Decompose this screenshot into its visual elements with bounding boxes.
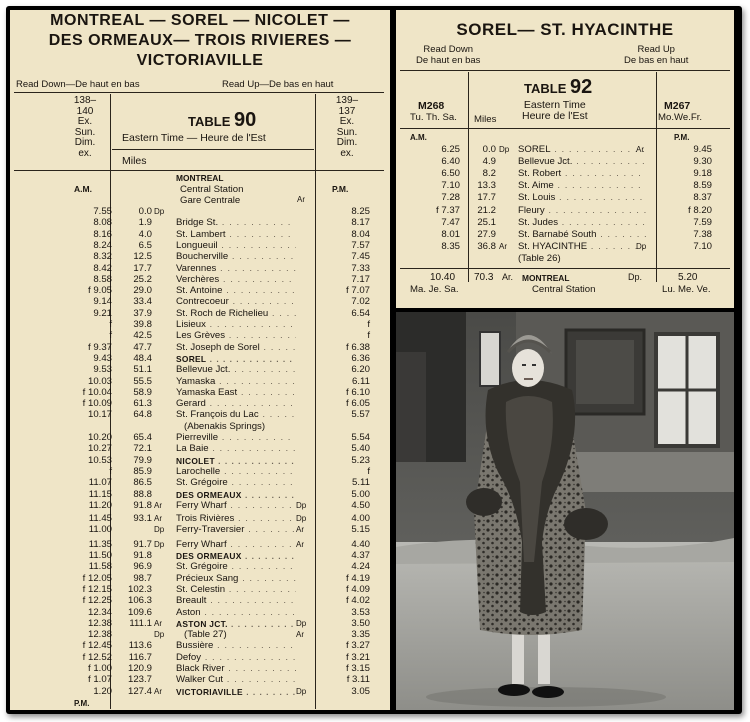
bottom-station: MONTREAL xyxy=(522,273,570,283)
departure-time: 8.35 xyxy=(441,240,460,252)
mileage: 6.5 xyxy=(138,239,152,251)
mileage: 21.2 xyxy=(477,204,496,216)
bottom-rule-92 xyxy=(400,268,730,269)
bottom-right-time: 5.20 xyxy=(678,272,698,283)
station-name: ASTON JCT. . . . xyxy=(176,618,296,630)
return-time: 6.11 xyxy=(352,375,370,387)
table-word-92: TABLE xyxy=(524,81,567,96)
mileage: 91.8 xyxy=(133,550,152,561)
mileage: 39.8 xyxy=(133,319,152,330)
departure-time: 11.20 xyxy=(88,499,112,511)
pm-marker: P.M. xyxy=(332,184,349,194)
route-header-line-3: VICTORIAVILLE xyxy=(136,52,264,69)
departure-time: 12.38 xyxy=(87,629,112,641)
timetable-row xyxy=(396,144,734,156)
arrive-depart-mark: Ar xyxy=(296,525,304,535)
return-time: 7.02 xyxy=(351,296,370,308)
return-time: 8.04 xyxy=(351,228,370,240)
departure-time: 7.10 xyxy=(441,180,460,192)
departure-time: 8.32 xyxy=(93,251,112,263)
mileage: 8.2 xyxy=(482,168,496,180)
station-name: St. Joseph de Sorel . . . xyxy=(176,342,296,354)
timetable-row xyxy=(396,253,734,265)
bottom-depart-mark: Dp. xyxy=(628,272,643,282)
mileage: 65.4 xyxy=(133,432,152,443)
departure-time: 10.53 xyxy=(87,454,112,466)
mileage: 91.8 xyxy=(133,499,152,511)
departure-time: 6.40 xyxy=(441,156,460,168)
station-name: St. Robert . . . xyxy=(518,168,646,180)
departure-time: 11.00 xyxy=(88,524,112,536)
return-time: f 8.20 xyxy=(687,204,712,216)
return-time: 6.20 xyxy=(351,364,370,376)
departure-time: 9.53 xyxy=(93,364,112,376)
return-time: 3.53 xyxy=(351,606,370,618)
station-name: Black River . . . xyxy=(176,663,296,675)
station-name: St. Barnabé South . . . xyxy=(518,229,646,241)
mileage: 102.3 xyxy=(127,583,152,595)
station-name: Yamaska East . . . xyxy=(176,387,296,399)
mileage: 33.4 xyxy=(133,296,152,308)
timetable-row xyxy=(396,217,734,229)
departure-time: f 12.25 xyxy=(82,595,112,607)
read-down-label-92: Read Down De haut en bas xyxy=(416,44,481,66)
return-time: 5.57 xyxy=(351,409,370,421)
mileage: 111.1 xyxy=(129,617,152,629)
departure-time: 8.58 xyxy=(93,273,112,285)
departure-time: 12.34 xyxy=(87,606,112,618)
station-name: DES ORMEAUX . . . xyxy=(176,550,296,562)
bottom-left-time: 10.40 xyxy=(430,272,456,283)
station-name: St. Roch de Richelieu . . . xyxy=(176,308,296,320)
station-name: St. Grégoire . . . xyxy=(176,477,296,489)
return-time: f xyxy=(367,330,370,342)
station-name: DES ORMEAUX . . . xyxy=(176,489,296,501)
mileage: 27.9 xyxy=(477,228,496,240)
return-time: 3.35 xyxy=(351,629,370,641)
departure-time: 6.25 xyxy=(441,144,460,155)
train-m268-days: Tu. Th. Sa. xyxy=(410,112,457,123)
departure-time: 10.27 xyxy=(87,443,112,455)
station-name: VICTORIAVILLE . . . xyxy=(176,686,296,698)
mileage: 25.2 xyxy=(133,273,152,285)
departure-time: 8.24 xyxy=(93,239,112,251)
station-name: La Baie . . . xyxy=(176,443,296,455)
train-139-137-label: 139– 137 Ex. Sun. Dim. ex. xyxy=(335,95,359,159)
station-name: (Table 26) xyxy=(518,252,561,264)
return-time: 4.50 xyxy=(351,499,370,511)
subheader-rule xyxy=(112,149,314,150)
departure-time: f xyxy=(109,330,112,342)
route-header-line-2: DES ORMEAUX— TROIS RIVIERES — xyxy=(48,32,352,49)
arrive-depart-mark: Dp xyxy=(296,514,307,524)
station-name: SOREL . . . xyxy=(176,353,296,365)
return-time: 4.24 xyxy=(351,561,370,573)
return-time: f 3.21 xyxy=(345,651,370,663)
pm-marker-92: P.M. xyxy=(674,133,690,142)
timetable-row xyxy=(396,192,734,204)
return-time: f 4.19 xyxy=(345,572,370,584)
station-name: St. Grégoire . . . xyxy=(176,561,296,573)
table-92-title xyxy=(524,76,592,99)
station-name: (Table 27) xyxy=(184,629,227,641)
return-time: 3.50 xyxy=(351,617,370,629)
station-name: Bussière . . . xyxy=(176,640,296,652)
origin-station: MONTREAL xyxy=(176,173,224,183)
mileage: 79.9 xyxy=(133,454,152,466)
mileage: 0.0 xyxy=(138,206,152,217)
mileage: 123.7 xyxy=(127,674,152,686)
mileage: 120.9 xyxy=(127,663,152,674)
depart-arrive-mark: Dp xyxy=(154,630,165,640)
departure-time: 11.50 xyxy=(88,550,112,561)
mileage: 93.1 xyxy=(133,513,152,525)
station-name: Breault . . . xyxy=(176,595,296,607)
departure-time: 8.08 xyxy=(93,217,112,229)
station-name: Defoy . . . xyxy=(176,652,296,664)
mileage: 96.9 xyxy=(133,561,152,573)
station-name: Contrecoeur . . . xyxy=(176,296,296,308)
timetable-row xyxy=(396,229,734,241)
table-word: TABLE xyxy=(188,114,231,129)
mileage: 58.9 xyxy=(133,386,152,398)
arrive-depart-mark: Dp xyxy=(296,618,307,628)
departure-time: 1.20 xyxy=(93,685,112,697)
timetable-row xyxy=(396,205,734,217)
return-time: 7.17 xyxy=(351,273,370,285)
mileage: 98.7 xyxy=(133,572,152,584)
mileage: 47.7 xyxy=(133,341,152,353)
departure-time: 11.45 xyxy=(88,513,112,525)
time-zone-note-92: Eastern Time Heure de l'Est xyxy=(522,99,588,122)
station-name: Verchères . . . xyxy=(176,274,296,286)
return-time: f 6.38 xyxy=(345,341,370,353)
mileage: 17.7 xyxy=(477,192,496,204)
mileage: 55.5 xyxy=(133,375,152,387)
mileage: 109.6 xyxy=(127,606,152,618)
header-rule-92 xyxy=(400,70,730,71)
departure-time: 11.35 xyxy=(88,538,112,550)
station-name: St. Judes . . . xyxy=(518,217,646,229)
return-time: f 6.10 xyxy=(345,386,370,398)
read-up-label-92: Read Up De bas en haut xyxy=(624,44,689,66)
return-time: f 3.27 xyxy=(345,640,370,652)
station-name: Yamaska . . . xyxy=(176,376,296,388)
timetable-row xyxy=(396,168,734,180)
return-time: f 6.05 xyxy=(345,398,370,410)
mileage: 64.8 xyxy=(133,409,152,421)
origin-station-sub-en: Central Station xyxy=(180,184,244,195)
departure-time: 9.21 xyxy=(93,307,112,319)
station-name: Walker Cut . . . xyxy=(176,674,296,686)
am-marker-92: A.M. xyxy=(410,133,427,142)
mileage: 17.7 xyxy=(133,262,152,274)
table-number-92: 92 xyxy=(570,76,593,98)
return-time: 7.45 xyxy=(351,251,370,263)
station-name: St. Lambert . . . xyxy=(176,229,296,241)
time-zone-note: Eastern Time — Heure de l'Est xyxy=(122,132,266,144)
timetable-row xyxy=(396,180,734,192)
return-time: f xyxy=(367,319,370,330)
mileage: 127.4 xyxy=(127,685,152,697)
station-name: Trois Rivières . . . xyxy=(176,513,296,525)
bottom-arrive-mark: Ar. xyxy=(502,272,514,282)
mileage: 1.9 xyxy=(138,217,152,229)
column-header-rule-92 xyxy=(400,128,730,129)
mileage: 106.3 xyxy=(127,595,152,607)
mileage: 37.9 xyxy=(133,307,152,319)
route-header-line-1: MONTREAL — SOREL — NICOLET — xyxy=(50,12,350,29)
mileage: 0.0 xyxy=(482,144,496,155)
bottom-miles: 70.3 xyxy=(474,272,494,283)
departure-time: 7.28 xyxy=(441,192,460,204)
arrive-depart-mark: Dp xyxy=(296,500,307,510)
depart-arrive-mark: Ar xyxy=(154,686,162,696)
departure-time: f 12.05 xyxy=(82,572,112,584)
miles-header: Miles xyxy=(122,155,147,167)
station-name: Les Grèves . . . xyxy=(176,330,296,342)
departure-time: f xyxy=(109,319,112,330)
station-name: Longueuil . . . xyxy=(176,240,296,252)
return-time: 4.40 xyxy=(351,538,370,550)
station-name: Larochelle . . . xyxy=(176,466,296,478)
return-time: f 4.09 xyxy=(345,583,370,595)
departure-time: f 12.15 xyxy=(82,583,112,595)
train-m267: M267 xyxy=(664,100,691,112)
station-name: NICOLET . . . xyxy=(176,455,296,467)
return-time: 8.25 xyxy=(351,206,370,217)
timetable-row xyxy=(396,241,734,253)
timetable-row xyxy=(10,686,390,698)
station-name: Précieux Sang . . . xyxy=(176,573,296,585)
return-time: 9.18 xyxy=(693,168,712,180)
depart-arrive-mark: Ar xyxy=(499,241,507,251)
mileage: 91.7 xyxy=(133,538,152,550)
bottom-left-days: Ma. Je. Sa. xyxy=(410,284,459,295)
departure-time: 12.38 xyxy=(87,617,112,629)
return-time: f 7.07 xyxy=(345,285,370,297)
mileage: 113.6 xyxy=(128,640,152,652)
return-time: 3.05 xyxy=(351,685,370,697)
departure-time: 9.43 xyxy=(93,352,112,364)
return-time: 9.45 xyxy=(693,144,712,155)
mileage: 88.8 xyxy=(133,488,152,500)
historical-photo xyxy=(396,312,734,710)
departure-time: f 1.07 xyxy=(87,674,112,686)
return-time: 6.36 xyxy=(351,352,370,364)
return-time: 7.10 xyxy=(693,240,712,252)
read-up-label: Read Up—De bas en haut xyxy=(222,79,334,90)
timetable-row xyxy=(10,524,390,536)
departure-time: f 1.00 xyxy=(87,663,112,674)
table-90-title xyxy=(188,109,256,132)
arrive-depart-mark: Dp xyxy=(296,686,307,696)
station-name: Ferry Wharf . . . xyxy=(176,500,296,512)
arrive-depart-mark: Ar xyxy=(636,145,644,154)
column-header-rule xyxy=(14,170,384,171)
departure-time: f 10.09 xyxy=(82,398,112,410)
station-name: Lisieux . . . xyxy=(176,319,296,331)
mileage: 25.1 xyxy=(477,216,496,228)
header-rule xyxy=(14,92,384,93)
station-name: St. François du Lac . . . xyxy=(176,409,296,421)
departure-time: f xyxy=(109,465,112,477)
station-name: Pierreville . . . xyxy=(176,432,296,444)
return-time: f 3.11 xyxy=(346,674,370,686)
station-name: Bellevue Jct. . . . xyxy=(176,364,296,376)
mileage: 86.5 xyxy=(133,477,152,489)
station-name: Gerard . . . xyxy=(176,398,296,410)
departure-time: f 12.52 xyxy=(82,651,112,663)
return-time: 5.11 xyxy=(352,477,370,489)
departure-time: 7.47 xyxy=(441,216,460,228)
departure-time: 6.50 xyxy=(441,168,460,180)
departure-time: 9.14 xyxy=(93,296,112,308)
departure-time: 11.58 xyxy=(88,561,112,573)
mileage: 116.7 xyxy=(128,651,152,663)
departure-time: 8.42 xyxy=(93,262,112,274)
departure-time: 7.55 xyxy=(93,206,112,217)
station-name: Ferry-Traversier . . . xyxy=(176,524,296,536)
am-marker: A.M. xyxy=(74,184,92,194)
station-name: St. HYACINTHE . . . xyxy=(518,241,646,253)
departure-time: f 9.37 xyxy=(87,341,112,353)
route-header-92: SOREL— ST. HYACINTHE xyxy=(456,20,674,39)
depart-arrive-mark: Dp xyxy=(154,525,165,535)
departure-time: f 12.45 xyxy=(82,640,112,652)
return-time: 8.37 xyxy=(693,192,712,204)
departure-time: 10.20 xyxy=(87,432,112,443)
depart-arrive-mark: Ar xyxy=(154,500,162,510)
return-time: 5.40 xyxy=(351,443,370,455)
station-name: Bellevue Jct. . . . xyxy=(518,156,646,168)
station-name: Fleury . . . xyxy=(518,205,646,217)
return-time: 9.30 xyxy=(693,156,712,168)
mileage: 72.1 xyxy=(133,443,152,455)
return-time: 8.17 xyxy=(351,217,370,229)
station-name: St. Aime . . . xyxy=(518,180,646,192)
return-time: 7.33 xyxy=(351,262,370,274)
return-time: f xyxy=(367,465,370,477)
return-time: 5.00 xyxy=(351,488,370,500)
return-time: 8.59 xyxy=(693,180,712,192)
station-name: Boucherville . . . xyxy=(176,251,296,263)
origin-arrive-mark: Ar xyxy=(297,195,305,204)
mileage: 85.9 xyxy=(133,465,152,477)
mileage: 48.4 xyxy=(133,352,152,364)
departure-time: 10.03 xyxy=(87,375,112,387)
station-name: Ferry Wharf . . . xyxy=(176,539,296,551)
departure-time: 8.01 xyxy=(441,228,460,240)
train-m267-days: Mo.We.Fr. xyxy=(658,112,703,123)
return-time: 6.54 xyxy=(351,307,370,319)
station-name: St. Louis . . . xyxy=(518,192,646,204)
depart-arrive-mark: Dp xyxy=(154,539,165,549)
return-time: 4.37 xyxy=(351,550,370,561)
station-name: Bridge St. . . . xyxy=(176,217,296,229)
return-time: 4.00 xyxy=(351,513,370,525)
return-time: 5.23 xyxy=(351,454,370,466)
return-time: 5.15 xyxy=(351,524,370,536)
departure-time: 8.16 xyxy=(93,228,112,240)
mileage: 4.9 xyxy=(482,156,496,168)
departure-time: f 9.05 xyxy=(87,285,112,297)
station-name: St. Celestin . . . xyxy=(176,584,296,596)
return-time: 7.59 xyxy=(693,216,712,228)
mileage: 4.0 xyxy=(138,228,152,240)
origin-station-sub-fr: Gare Centrale xyxy=(180,195,241,206)
depart-arrive-mark: Dp xyxy=(154,207,165,216)
arrive-depart-mark: Ar xyxy=(296,630,304,640)
station-name: SOREL . . . xyxy=(518,144,646,156)
train-m268: M268 xyxy=(418,100,445,112)
timetable-90-panel xyxy=(10,10,390,710)
mileage: 51.1 xyxy=(133,364,152,376)
departure-time: 11.07 xyxy=(88,477,112,489)
bottom-station-sub: Central Station xyxy=(532,284,596,295)
station-name: Varennes . . . xyxy=(176,263,296,275)
pm-bottom-marker: P.M. xyxy=(74,699,90,708)
mileage: 29.0 xyxy=(133,285,152,297)
timetable-row xyxy=(10,500,390,512)
read-down-label: Read Down—De haut en bas xyxy=(16,79,140,90)
mileage: 36.8 xyxy=(477,240,496,252)
return-time: f 4.02 xyxy=(345,595,370,607)
arrive-depart-mark: Dp xyxy=(636,241,647,251)
depart-arrive-mark: Ar xyxy=(154,514,162,524)
bottom-right-days: Lu. Me. Ve. xyxy=(662,284,711,295)
miles-header-92: Miles xyxy=(474,114,497,125)
station-name: St. Antoine . . . xyxy=(176,285,296,297)
depart-arrive-mark: Dp xyxy=(499,145,510,154)
station-name: (Abenakis Springs) xyxy=(184,420,266,432)
return-time: 7.57 xyxy=(351,239,370,251)
timetable-92-panel xyxy=(396,10,734,308)
mileage: 42.5 xyxy=(133,330,152,342)
station-name: Aston . . . xyxy=(176,607,296,619)
return-time: 5.54 xyxy=(351,432,370,443)
departure-time: 11.15 xyxy=(88,488,112,500)
arrive-depart-mark: Ar xyxy=(296,539,304,549)
timetable-row xyxy=(396,156,734,168)
photo-woman-fur-coat xyxy=(396,312,734,710)
table-number: 90 xyxy=(234,109,257,131)
departure-time: f 7.37 xyxy=(435,204,460,216)
mileage: 13.3 xyxy=(477,180,496,192)
train-138-140-label: 138– 140 Ex. Sun. Dim. ex. xyxy=(73,95,97,159)
return-time: f 3.15 xyxy=(345,663,370,674)
depart-arrive-mark: Ar xyxy=(154,618,162,628)
mileage: 12.5 xyxy=(133,251,152,263)
departure-time: f 10.04 xyxy=(82,386,112,398)
return-time: 7.38 xyxy=(693,228,712,240)
departure-time: 10.17 xyxy=(87,409,112,421)
mileage: 61.3 xyxy=(133,398,152,410)
